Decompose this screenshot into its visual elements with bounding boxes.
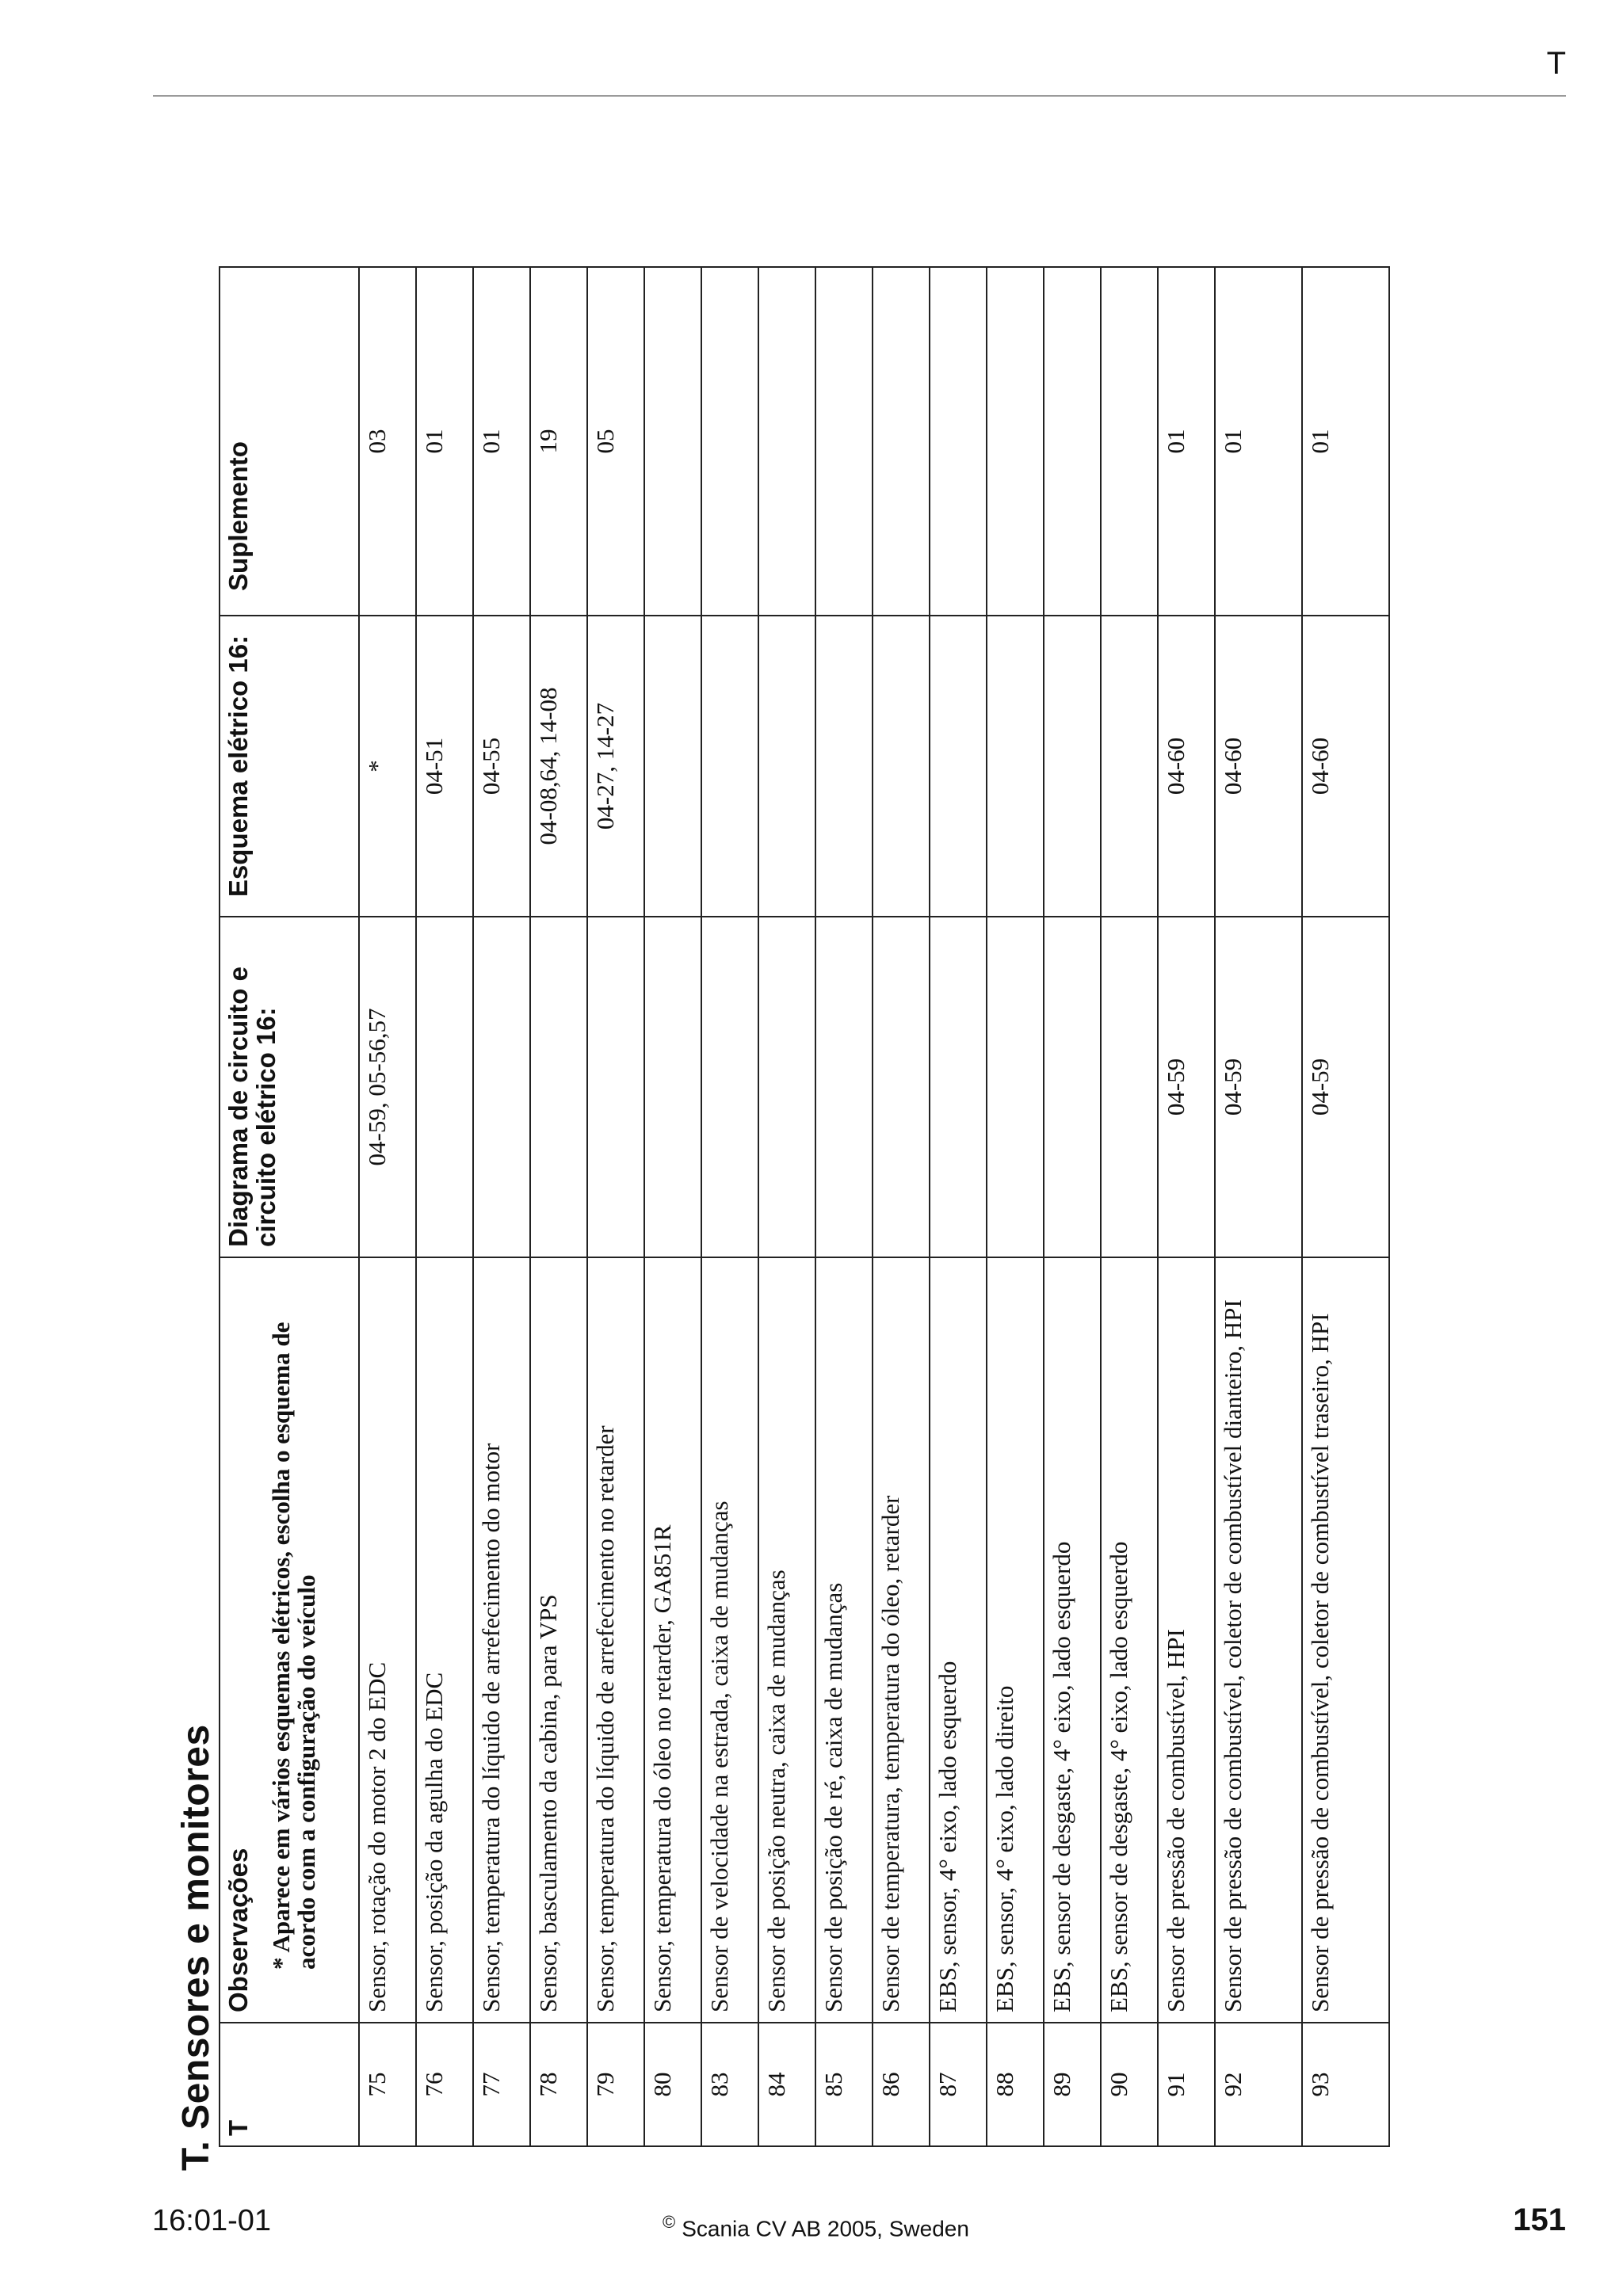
cell-diagrama: 04-59 bbox=[1302, 917, 1389, 1257]
cell-observacao: Sensor, basculamento da cabina, para VPS bbox=[530, 1257, 587, 2023]
cell-t: 87 bbox=[930, 2023, 987, 2146]
header-suplemento: Suplemento bbox=[220, 267, 359, 616]
cell-observacao: EBS, sensor, 4° eixo, lado esquerdo bbox=[930, 1257, 987, 2023]
table-row bbox=[1101, 267, 1158, 2146]
cell-suplemento bbox=[1101, 267, 1158, 616]
cell-diagrama bbox=[758, 917, 815, 1257]
table-header-row bbox=[220, 267, 359, 2146]
copyright-notice bbox=[663, 2212, 969, 2241]
cell-observacao: EBS, sensor, 4° eixo, lado direito bbox=[987, 1257, 1044, 2023]
cell-observacao: Sensor, temperatura do líquido de arrefecimento no retarder bbox=[587, 1257, 644, 2023]
cell-esquema: 04-08,64, 14-08 bbox=[530, 616, 587, 917]
table-row bbox=[587, 267, 644, 2146]
cell-esquema: * bbox=[359, 616, 416, 917]
cell-suplemento bbox=[930, 267, 987, 616]
section-letter: T bbox=[1546, 46, 1566, 81]
cell-esquema bbox=[758, 616, 815, 917]
section-title: T. Sensores e monitores bbox=[175, 1724, 217, 2171]
cell-esquema bbox=[930, 616, 987, 917]
table-row bbox=[701, 267, 758, 2146]
table-row bbox=[473, 267, 530, 2146]
cell-diagrama bbox=[587, 917, 644, 1257]
table-row bbox=[359, 267, 416, 2146]
cell-esquema bbox=[815, 616, 873, 917]
header-observacoes-note: * Aparece em vários esquemas elétricos, escolha o esquema de acordo com a configuração do veículo bbox=[266, 1322, 321, 1970]
cell-esquema: 04-60 bbox=[1158, 616, 1215, 917]
cell-esquema: 04-27, 14-27 bbox=[587, 616, 644, 917]
table-row bbox=[758, 267, 815, 2146]
cell-esquema bbox=[1044, 616, 1101, 917]
header-esquema: Esquema elétrico 16: bbox=[220, 616, 359, 917]
copyright-text: Scania CV AB 2005, Sweden bbox=[682, 2216, 969, 2241]
cell-t: 80 bbox=[644, 2023, 701, 2146]
cell-t: 93 bbox=[1302, 2023, 1389, 2146]
copyright-symbol: © bbox=[663, 2212, 676, 2232]
cell-esquema: 04-55 bbox=[473, 616, 530, 917]
cell-observacao: Sensor, posição da agulha do EDC bbox=[416, 1257, 473, 2023]
table-row bbox=[530, 267, 587, 2146]
cell-t: 91 bbox=[1158, 2023, 1215, 2146]
cell-observacao: Sensor, rotação do motor 2 do EDC bbox=[359, 1257, 416, 2023]
cell-t: 85 bbox=[815, 2023, 873, 2146]
cell-diagrama bbox=[1044, 917, 1101, 1257]
cell-t: 75 bbox=[359, 2023, 416, 2146]
cell-observacao: EBS, sensor de desgaste, 4° eixo, lado esquerdo bbox=[1044, 1257, 1101, 2023]
cell-diagrama bbox=[416, 917, 473, 1257]
cell-t: 88 bbox=[987, 2023, 1044, 2146]
cell-diagrama bbox=[644, 917, 701, 1257]
cell-esquema bbox=[1101, 616, 1158, 917]
header-divider bbox=[153, 95, 1566, 97]
table-row bbox=[1215, 267, 1302, 2146]
cell-esquema bbox=[873, 616, 930, 917]
cell-suplemento: 19 bbox=[530, 267, 587, 616]
cell-suplemento bbox=[701, 267, 758, 616]
cell-t: 78 bbox=[530, 2023, 587, 2146]
cell-t: 76 bbox=[416, 2023, 473, 2146]
table-row bbox=[644, 267, 701, 2146]
table-row bbox=[416, 267, 473, 2146]
cell-observacao: Sensor de pressão de combustível, coletor de combustível dianteiro, HPI bbox=[1215, 1257, 1302, 2023]
rotated-content bbox=[166, 285, 1403, 2171]
cell-t: 79 bbox=[587, 2023, 644, 2146]
cell-suplemento bbox=[1044, 267, 1101, 616]
cell-suplemento: 01 bbox=[1158, 267, 1215, 616]
cell-t: 86 bbox=[873, 2023, 930, 2146]
cell-diagrama bbox=[530, 917, 587, 1257]
sensor-table bbox=[219, 266, 1390, 2147]
cell-suplemento bbox=[987, 267, 1044, 616]
header-t: T bbox=[220, 2023, 359, 2146]
header-observacoes: Observações * Aparece em vários esquemas elétricos, escolha o esquema de acordo com a configuração do veículo bbox=[220, 1257, 359, 2023]
cell-esquema bbox=[644, 616, 701, 917]
cell-observacao: Sensor, temperatura do líquido de arrefecimento do motor bbox=[473, 1257, 530, 2023]
cell-esquema: 04-60 bbox=[1215, 616, 1302, 917]
cell-suplemento: 01 bbox=[416, 267, 473, 616]
cell-diagrama bbox=[930, 917, 987, 1257]
cell-suplemento: 05 bbox=[587, 267, 644, 616]
cell-esquema bbox=[987, 616, 1044, 917]
cell-observacao: EBS, sensor de desgaste, 4° eixo, lado esquerdo bbox=[1101, 1257, 1158, 2023]
cell-t: 92 bbox=[1215, 2023, 1302, 2146]
cell-observacao: Sensor de temperatura, temperatura do óleo, retarder bbox=[873, 1257, 930, 2023]
cell-t: 84 bbox=[758, 2023, 815, 2146]
header-diagrama: Diagrama de circuito e circuito elétrico 16: bbox=[220, 917, 359, 1257]
table-row bbox=[930, 267, 987, 2146]
cell-observacao: Sensor de pressão de combustível, HPI bbox=[1158, 1257, 1215, 2023]
cell-suplemento: 01 bbox=[473, 267, 530, 616]
table-row bbox=[987, 267, 1044, 2146]
table-row bbox=[1158, 267, 1215, 2146]
cell-t: 77 bbox=[473, 2023, 530, 2146]
cell-observacao: Sensor de velocidade na estrada, caixa de mudanças bbox=[701, 1257, 758, 2023]
cell-esquema: 04-51 bbox=[416, 616, 473, 917]
cell-observacao: Sensor, temperatura do óleo no retarder, GA851R bbox=[644, 1257, 701, 2023]
cell-observacao: Sensor de posição de ré, caixa de mudanças bbox=[815, 1257, 873, 2023]
cell-diagrama bbox=[815, 917, 873, 1257]
cell-suplemento: 03 bbox=[359, 267, 416, 616]
cell-esquema: 04-60 bbox=[1302, 616, 1389, 917]
cell-esquema bbox=[701, 616, 758, 917]
cell-diagrama bbox=[987, 917, 1044, 1257]
document-code: 16:01-01 bbox=[152, 2204, 272, 2237]
cell-t: 90 bbox=[1101, 2023, 1158, 2146]
cell-diagrama bbox=[873, 917, 930, 1257]
cell-suplemento bbox=[873, 267, 930, 616]
cell-t: 89 bbox=[1044, 2023, 1101, 2146]
cell-suplemento: 01 bbox=[1302, 267, 1389, 616]
page-number: 151 bbox=[1513, 2203, 1566, 2237]
cell-diagrama: 04-59, 05-56,57 bbox=[359, 917, 416, 1257]
cell-diagrama bbox=[1101, 917, 1158, 1257]
cell-observacao: Sensor de pressão de combustível, coletor de combustível traseiro, HPI bbox=[1302, 1257, 1389, 2023]
table-row bbox=[1302, 267, 1389, 2146]
cell-t: 83 bbox=[701, 2023, 758, 2146]
table-row bbox=[873, 267, 930, 2146]
cell-suplemento bbox=[644, 267, 701, 616]
cell-diagrama: 04-59 bbox=[1215, 917, 1302, 1257]
cell-suplemento bbox=[758, 267, 815, 616]
table-row bbox=[815, 267, 873, 2146]
cell-suplemento bbox=[815, 267, 873, 616]
cell-diagrama: 04-59 bbox=[1158, 917, 1215, 1257]
table-row bbox=[1044, 267, 1101, 2146]
cell-diagrama bbox=[473, 917, 530, 1257]
cell-suplemento: 01 bbox=[1215, 267, 1302, 616]
cell-observacao: Sensor de posição neutra, caixa de mudanças bbox=[758, 1257, 815, 2023]
cell-diagrama bbox=[701, 917, 758, 1257]
